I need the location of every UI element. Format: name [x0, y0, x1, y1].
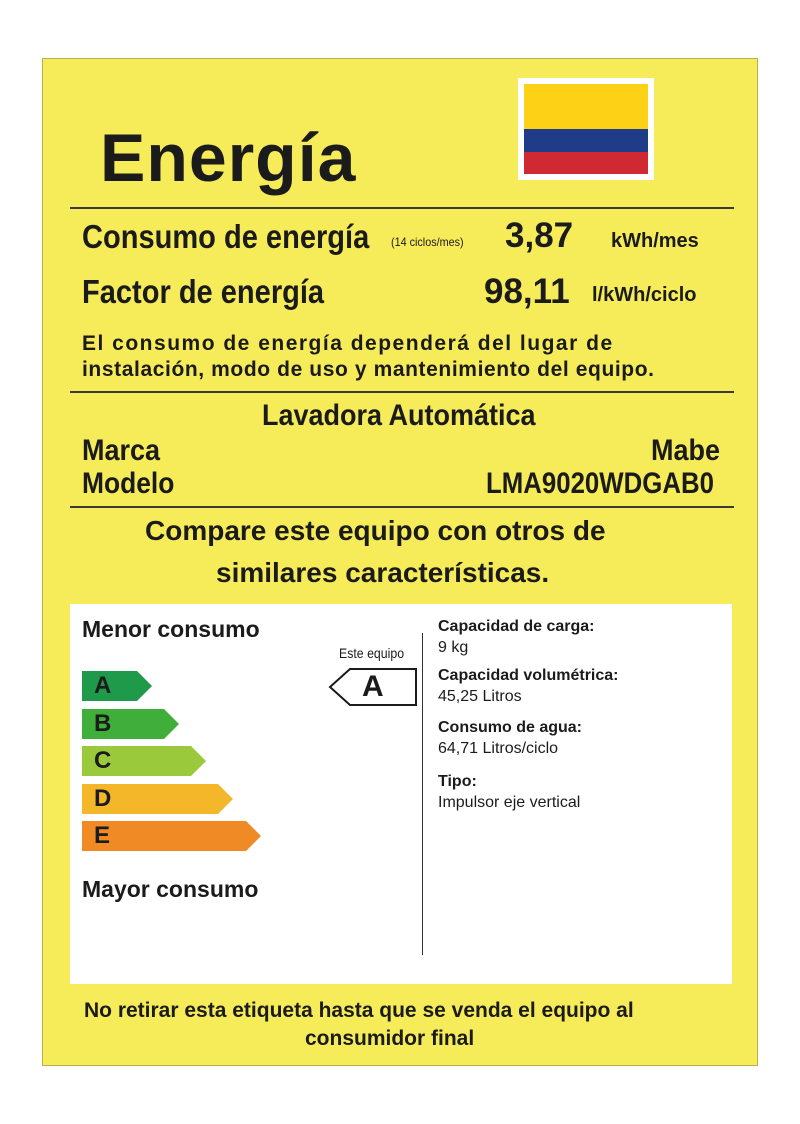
- compare-line-2: similares características.: [216, 557, 550, 588]
- divider: [70, 506, 734, 508]
- factor-label: Factor de energía: [82, 273, 325, 310]
- factor-value: 98,11: [484, 272, 570, 311]
- disclaimer-line-2: instalación, modo de uso y mantenimiento del equipo.: [82, 358, 655, 381]
- water-value: 64,71 Litros/ciclo: [438, 740, 559, 757]
- brand-label: Marca: [82, 434, 161, 467]
- consumption-label: Consumo de energía: [82, 218, 370, 255]
- label-title: Energía: [100, 120, 357, 196]
- this-equipment-class: A: [362, 670, 384, 703]
- consumption-unit: kWh/mes: [611, 230, 699, 252]
- divider: [70, 391, 734, 393]
- class-c-letter: C: [94, 747, 112, 774]
- footer-line-1: No retirar esta etiqueta hasta que se venda el equipo al: [84, 999, 634, 1022]
- flag-red-stripe: [524, 152, 648, 175]
- consumption-note: (14 ciclos/mes): [391, 235, 464, 249]
- scale-bottom-label: Mayor consumo: [82, 876, 259, 902]
- water-label: Consumo de agua:: [438, 719, 583, 736]
- panel-divider: [422, 633, 423, 955]
- load-capacity-value: 9 kg: [438, 639, 469, 656]
- consumption-value: 3,87: [505, 216, 574, 255]
- flag-yellow-stripe: [524, 84, 648, 129]
- product-type: Lavadora Automática: [262, 399, 536, 432]
- this-equipment-class-arrow: [328, 667, 418, 707]
- compare-line-1: Compare este equipo con otros de: [145, 515, 606, 546]
- model-label: Modelo: [82, 467, 175, 500]
- class-a-letter: A: [94, 672, 112, 699]
- footer-line-2: consumidor final: [305, 1027, 475, 1050]
- type-label: Tipo:: [438, 773, 477, 790]
- divider: [70, 207, 734, 209]
- type-value: Impulsor eje vertical: [438, 794, 581, 811]
- class-e-letter: E: [94, 822, 111, 849]
- volume-label: Capacidad volumétrica:: [438, 667, 619, 684]
- load-capacity-label: Capacidad de carga:: [438, 618, 595, 635]
- volume-value: 45,25 Litros: [438, 688, 522, 705]
- factor-unit: l/kWh/ciclo: [592, 284, 697, 306]
- class-d-letter: D: [94, 785, 112, 812]
- this-equipment-label: Este equipo: [339, 645, 405, 661]
- scale-top-label: Menor consumo: [82, 616, 260, 642]
- disclaimer-line-1: El consumo de energía dependerá del lugar de: [82, 332, 614, 355]
- brand-value: Mabe: [651, 434, 721, 467]
- class-b-letter: B: [94, 710, 112, 737]
- model-value: LMA9020WDGAB0: [486, 467, 714, 500]
- flag-blue-stripe: [524, 129, 648, 152]
- colombia-flag: [518, 78, 654, 180]
